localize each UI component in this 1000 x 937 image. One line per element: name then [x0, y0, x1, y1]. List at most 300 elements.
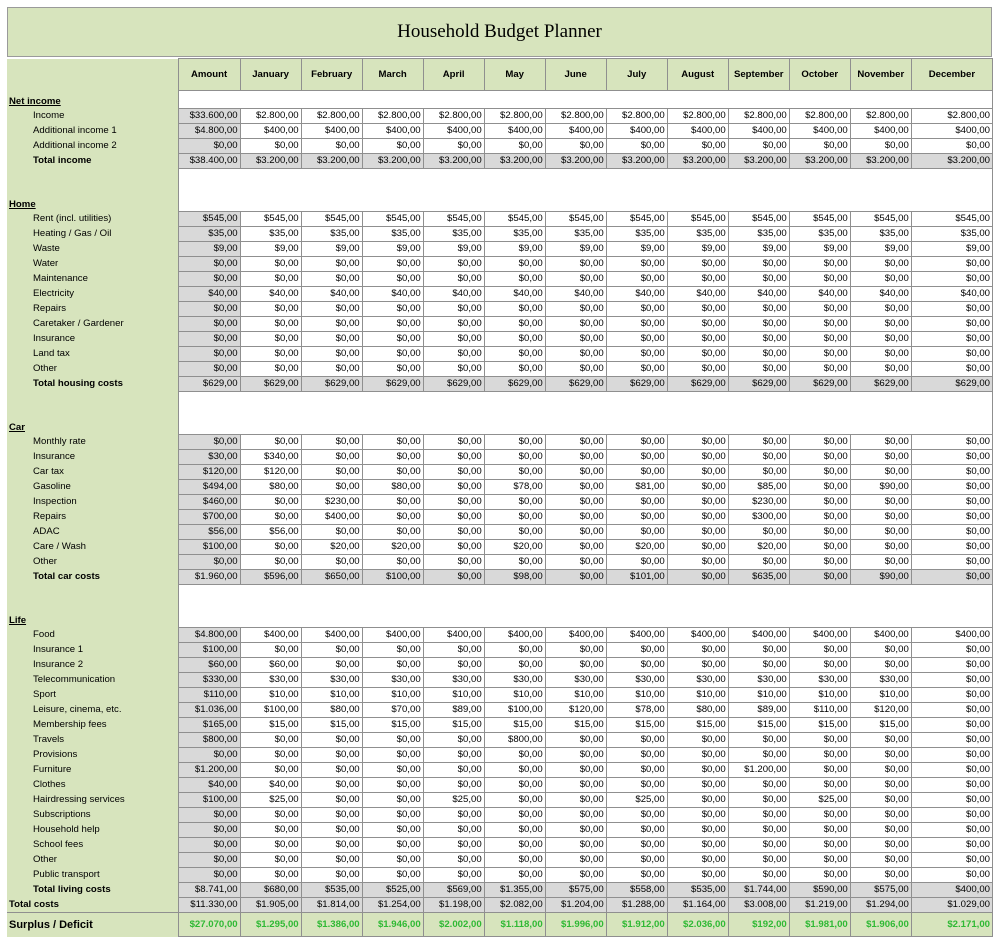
column-header-april[interactable]: April — [423, 59, 484, 91]
month-value-cell[interactable]: $9,00 — [240, 242, 301, 257]
month-value-cell[interactable]: $0,00 — [423, 347, 484, 362]
month-value-cell[interactable]: $30,00 — [545, 673, 606, 688]
month-value-cell[interactable]: $0,00 — [667, 808, 728, 823]
row-label[interactable]: Leisure, cinema, etc. — [7, 703, 178, 718]
row-label[interactable]: Furniture — [7, 763, 178, 778]
month-value-cell[interactable]: $0,00 — [789, 510, 850, 525]
month-value-cell[interactable]: $78,00 — [484, 480, 545, 495]
month-value-cell[interactable]: $0,00 — [911, 748, 992, 763]
month-value-cell[interactable]: $0,00 — [240, 808, 301, 823]
month-value-cell[interactable]: $0,00 — [484, 272, 545, 287]
row-label[interactable]: Gasoline — [7, 480, 178, 495]
row-label[interactable]: Rent (incl. utilities) — [7, 212, 178, 227]
month-value-cell[interactable]: $0,00 — [301, 838, 362, 853]
month-value-cell[interactable]: $0,00 — [606, 808, 667, 823]
month-value-cell[interactable]: $0,00 — [484, 362, 545, 377]
row-label[interactable]: Waste — [7, 242, 178, 257]
row-label[interactable]: Insurance — [7, 450, 178, 465]
month-value-cell[interactable]: $0,00 — [850, 793, 911, 808]
month-value-cell[interactable]: $0,00 — [667, 853, 728, 868]
amount-cell[interactable]: $60,00 — [178, 658, 240, 673]
amount-cell[interactable]: $0,00 — [178, 139, 240, 154]
column-header-november[interactable]: November — [850, 59, 911, 91]
amount-cell[interactable]: $100,00 — [178, 643, 240, 658]
month-value-cell[interactable]: $400,00 — [301, 628, 362, 643]
month-value-cell[interactable]: $0,00 — [728, 272, 789, 287]
amount-cell[interactable]: $0,00 — [178, 853, 240, 868]
month-value-cell[interactable]: $0,00 — [667, 555, 728, 570]
month-value-cell[interactable]: $3.200,00 — [240, 154, 301, 169]
month-value-cell[interactable]: $0,00 — [301, 868, 362, 883]
month-value-cell[interactable]: $0,00 — [789, 525, 850, 540]
month-value-cell[interactable]: $2.800,00 — [240, 109, 301, 124]
month-value-cell[interactable]: $0,00 — [911, 570, 992, 585]
month-value-cell[interactable]: $0,00 — [789, 257, 850, 272]
column-header-july[interactable]: July — [606, 59, 667, 91]
month-value-cell[interactable]: $30,00 — [606, 673, 667, 688]
surplus-value-cell[interactable]: $1.912,00 — [606, 913, 667, 937]
month-value-cell[interactable]: $0,00 — [240, 362, 301, 377]
month-value-cell[interactable]: $0,00 — [545, 480, 606, 495]
month-value-cell[interactable]: $0,00 — [911, 718, 992, 733]
month-value-cell[interactable]: $9,00 — [484, 242, 545, 257]
row-label[interactable]: Surplus / Deficit — [7, 913, 178, 937]
month-value-cell[interactable]: $3.200,00 — [667, 154, 728, 169]
section-blank-cell[interactable] — [178, 610, 992, 628]
month-value-cell[interactable]: $3.200,00 — [911, 154, 992, 169]
month-value-cell[interactable]: $0,00 — [423, 317, 484, 332]
month-value-cell[interactable]: $0,00 — [606, 853, 667, 868]
month-value-cell[interactable]: $0,00 — [606, 465, 667, 480]
month-value-cell[interactable]: $2.800,00 — [911, 109, 992, 124]
month-value-cell[interactable]: $0,00 — [545, 643, 606, 658]
row-label[interactable]: Repairs — [7, 302, 178, 317]
month-value-cell[interactable]: $0,00 — [789, 139, 850, 154]
month-value-cell[interactable]: $0,00 — [484, 763, 545, 778]
month-value-cell[interactable]: $0,00 — [301, 733, 362, 748]
month-value-cell[interactable]: $545,00 — [789, 212, 850, 227]
month-value-cell[interactable]: $545,00 — [484, 212, 545, 227]
month-value-cell[interactable]: $1.198,00 — [423, 898, 484, 913]
month-value-cell[interactable]: $0,00 — [606, 257, 667, 272]
month-value-cell[interactable]: $0,00 — [362, 139, 423, 154]
month-value-cell[interactable]: $0,00 — [667, 525, 728, 540]
month-value-cell[interactable]: $400,00 — [911, 124, 992, 139]
month-value-cell[interactable]: $0,00 — [728, 748, 789, 763]
month-value-cell[interactable]: $0,00 — [484, 555, 545, 570]
month-value-cell[interactable]: $0,00 — [362, 332, 423, 347]
month-value-cell[interactable]: $0,00 — [423, 778, 484, 793]
section-label[interactable]: Life — [7, 610, 178, 628]
month-value-cell[interactable]: $0,00 — [545, 808, 606, 823]
spacer-label-cell[interactable] — [7, 169, 178, 194]
month-value-cell[interactable]: $0,00 — [728, 658, 789, 673]
row-label[interactable]: Provisions — [7, 748, 178, 763]
row-label[interactable]: Inspection — [7, 495, 178, 510]
month-value-cell[interactable]: $0,00 — [240, 495, 301, 510]
month-value-cell[interactable]: $120,00 — [545, 703, 606, 718]
month-value-cell[interactable]: $629,00 — [667, 377, 728, 392]
month-value-cell[interactable]: $0,00 — [362, 733, 423, 748]
month-value-cell[interactable]: $0,00 — [240, 763, 301, 778]
amount-cell[interactable]: $0,00 — [178, 435, 240, 450]
month-value-cell[interactable]: $0,00 — [301, 347, 362, 362]
month-value-cell[interactable]: $0,00 — [667, 480, 728, 495]
month-value-cell[interactable]: $40,00 — [423, 287, 484, 302]
month-value-cell[interactable]: $0,00 — [911, 302, 992, 317]
month-value-cell[interactable]: $0,00 — [362, 823, 423, 838]
section-blank-cell[interactable] — [178, 417, 992, 435]
month-value-cell[interactable]: $0,00 — [484, 793, 545, 808]
month-value-cell[interactable]: $0,00 — [789, 643, 850, 658]
month-value-cell[interactable]: $0,00 — [423, 465, 484, 480]
month-value-cell[interactable]: $15,00 — [240, 718, 301, 733]
month-value-cell[interactable]: $9,00 — [606, 242, 667, 257]
column-header-february[interactable]: February — [301, 59, 362, 91]
month-value-cell[interactable]: $0,00 — [911, 808, 992, 823]
month-value-cell[interactable]: $80,00 — [362, 480, 423, 495]
month-value-cell[interactable]: $0,00 — [362, 555, 423, 570]
month-value-cell[interactable]: $89,00 — [728, 703, 789, 718]
month-value-cell[interactable]: $0,00 — [240, 838, 301, 853]
month-value-cell[interactable]: $0,00 — [911, 510, 992, 525]
month-value-cell[interactable]: $0,00 — [911, 332, 992, 347]
month-value-cell[interactable]: $0,00 — [545, 525, 606, 540]
month-value-cell[interactable]: $0,00 — [850, 510, 911, 525]
month-value-cell[interactable]: $20,00 — [362, 540, 423, 555]
month-value-cell[interactable]: $680,00 — [240, 883, 301, 898]
month-value-cell[interactable]: $0,00 — [850, 139, 911, 154]
month-value-cell[interactable]: $545,00 — [606, 212, 667, 227]
month-value-cell[interactable]: $0,00 — [362, 435, 423, 450]
month-value-cell[interactable]: $0,00 — [423, 838, 484, 853]
month-value-cell[interactable]: $0,00 — [362, 525, 423, 540]
month-value-cell[interactable]: $629,00 — [240, 377, 301, 392]
surplus-value-cell[interactable]: $1.295,00 — [240, 913, 301, 937]
month-value-cell[interactable]: $629,00 — [301, 377, 362, 392]
month-value-cell[interactable]: $0,00 — [484, 748, 545, 763]
surplus-value-cell[interactable]: $2.002,00 — [423, 913, 484, 937]
month-value-cell[interactable]: $0,00 — [850, 347, 911, 362]
month-value-cell[interactable]: $0,00 — [911, 347, 992, 362]
month-value-cell[interactable]: $1.905,00 — [240, 898, 301, 913]
month-value-cell[interactable]: $0,00 — [667, 302, 728, 317]
month-value-cell[interactable]: $400,00 — [606, 628, 667, 643]
month-value-cell[interactable]: $0,00 — [789, 465, 850, 480]
month-value-cell[interactable]: $3.200,00 — [606, 154, 667, 169]
month-value-cell[interactable]: $0,00 — [667, 272, 728, 287]
month-value-cell[interactable]: $0,00 — [606, 748, 667, 763]
month-value-cell[interactable]: $15,00 — [423, 718, 484, 733]
month-value-cell[interactable]: $230,00 — [728, 495, 789, 510]
month-value-cell[interactable]: $56,00 — [240, 525, 301, 540]
month-value-cell[interactable]: $0,00 — [728, 465, 789, 480]
month-value-cell[interactable]: $0,00 — [484, 778, 545, 793]
month-value-cell[interactable]: $0,00 — [728, 525, 789, 540]
amount-cell[interactable]: $0,00 — [178, 257, 240, 272]
row-label[interactable]: Travels — [7, 733, 178, 748]
month-value-cell[interactable]: $0,00 — [240, 868, 301, 883]
month-value-cell[interactable]: $0,00 — [545, 302, 606, 317]
month-value-cell[interactable]: $0,00 — [301, 435, 362, 450]
month-value-cell[interactable]: $0,00 — [911, 823, 992, 838]
section-label[interactable]: Net income — [7, 91, 178, 109]
month-value-cell[interactable]: $10,00 — [362, 688, 423, 703]
month-value-cell[interactable]: $9,00 — [362, 242, 423, 257]
month-value-cell[interactable]: $0,00 — [423, 868, 484, 883]
month-value-cell[interactable]: $0,00 — [301, 257, 362, 272]
month-value-cell[interactable]: $0,00 — [362, 868, 423, 883]
month-value-cell[interactable]: $25,00 — [606, 793, 667, 808]
month-value-cell[interactable]: $629,00 — [362, 377, 423, 392]
month-value-cell[interactable]: $0,00 — [850, 435, 911, 450]
month-value-cell[interactable]: $10,00 — [240, 688, 301, 703]
month-value-cell[interactable]: $0,00 — [484, 838, 545, 853]
month-value-cell[interactable]: $10,00 — [545, 688, 606, 703]
month-value-cell[interactable]: $0,00 — [240, 643, 301, 658]
month-value-cell[interactable]: $35,00 — [484, 227, 545, 242]
row-label[interactable]: ADAC — [7, 525, 178, 540]
month-value-cell[interactable]: $0,00 — [484, 302, 545, 317]
month-value-cell[interactable]: $0,00 — [545, 540, 606, 555]
month-value-cell[interactable]: $0,00 — [606, 823, 667, 838]
row-label[interactable]: Other — [7, 362, 178, 377]
amount-cell[interactable]: $110,00 — [178, 688, 240, 703]
month-value-cell[interactable]: $0,00 — [850, 748, 911, 763]
month-value-cell[interactable]: $110,00 — [789, 703, 850, 718]
month-value-cell[interactable]: $545,00 — [362, 212, 423, 227]
month-value-cell[interactable]: $0,00 — [423, 495, 484, 510]
surplus-value-cell[interactable]: $192,00 — [728, 913, 789, 937]
month-value-cell[interactable]: $3.200,00 — [545, 154, 606, 169]
month-value-cell[interactable]: $9,00 — [423, 242, 484, 257]
month-value-cell[interactable]: $0,00 — [484, 495, 545, 510]
month-value-cell[interactable]: $2.800,00 — [362, 109, 423, 124]
month-value-cell[interactable]: $0,00 — [545, 748, 606, 763]
month-value-cell[interactable]: $400,00 — [850, 628, 911, 643]
month-value-cell[interactable]: $0,00 — [484, 139, 545, 154]
month-value-cell[interactable]: $0,00 — [362, 748, 423, 763]
month-value-cell[interactable]: $0,00 — [423, 540, 484, 555]
month-value-cell[interactable]: $10,00 — [606, 688, 667, 703]
month-value-cell[interactable]: $0,00 — [606, 139, 667, 154]
month-value-cell[interactable]: $535,00 — [301, 883, 362, 898]
month-value-cell[interactable]: $10,00 — [484, 688, 545, 703]
month-value-cell[interactable]: $0,00 — [240, 317, 301, 332]
month-value-cell[interactable]: $0,00 — [301, 272, 362, 287]
section-blank-cell[interactable] — [178, 91, 992, 109]
month-value-cell[interactable]: $0,00 — [423, 510, 484, 525]
month-value-cell[interactable]: $1.814,00 — [301, 898, 362, 913]
month-value-cell[interactable]: $0,00 — [545, 570, 606, 585]
month-value-cell[interactable]: $0,00 — [240, 435, 301, 450]
month-value-cell[interactable]: $0,00 — [667, 793, 728, 808]
month-value-cell[interactable]: $0,00 — [850, 763, 911, 778]
month-value-cell[interactable]: $0,00 — [362, 317, 423, 332]
month-value-cell[interactable]: $0,00 — [545, 555, 606, 570]
month-value-cell[interactable]: $558,00 — [606, 883, 667, 898]
month-value-cell[interactable]: $0,00 — [911, 868, 992, 883]
amount-cell[interactable]: $4.800,00 — [178, 124, 240, 139]
month-value-cell[interactable]: $35,00 — [911, 227, 992, 242]
month-value-cell[interactable]: $400,00 — [362, 124, 423, 139]
amount-cell[interactable]: $1.036,00 — [178, 703, 240, 718]
month-value-cell[interactable]: $0,00 — [850, 332, 911, 347]
month-value-cell[interactable]: $0,00 — [545, 347, 606, 362]
month-value-cell[interactable]: $0,00 — [789, 748, 850, 763]
month-value-cell[interactable]: $0,00 — [362, 495, 423, 510]
month-value-cell[interactable]: $400,00 — [850, 124, 911, 139]
month-value-cell[interactable]: $0,00 — [240, 510, 301, 525]
amount-cell[interactable]: $629,00 — [178, 377, 240, 392]
amount-cell[interactable]: $120,00 — [178, 465, 240, 480]
month-value-cell[interactable]: $15,00 — [667, 718, 728, 733]
month-value-cell[interactable]: $400,00 — [789, 628, 850, 643]
month-value-cell[interactable]: $40,00 — [850, 287, 911, 302]
surplus-value-cell[interactable]: $2.171,00 — [911, 913, 992, 937]
month-value-cell[interactable]: $0,00 — [667, 347, 728, 362]
month-value-cell[interactable]: $1.355,00 — [484, 883, 545, 898]
month-value-cell[interactable]: $0,00 — [667, 570, 728, 585]
month-value-cell[interactable]: $0,00 — [789, 540, 850, 555]
row-label[interactable]: Clothes — [7, 778, 178, 793]
month-value-cell[interactable]: $629,00 — [789, 377, 850, 392]
amount-cell[interactable]: $460,00 — [178, 495, 240, 510]
month-value-cell[interactable]: $0,00 — [667, 868, 728, 883]
month-value-cell[interactable]: $0,00 — [301, 808, 362, 823]
amount-cell[interactable]: $0,00 — [178, 302, 240, 317]
month-value-cell[interactable]: $0,00 — [545, 435, 606, 450]
month-value-cell[interactable]: $15,00 — [484, 718, 545, 733]
spacer-label-cell[interactable] — [7, 585, 178, 610]
month-value-cell[interactable]: $40,00 — [240, 287, 301, 302]
month-value-cell[interactable]: $0,00 — [911, 763, 992, 778]
month-value-cell[interactable]: $2.800,00 — [850, 109, 911, 124]
month-value-cell[interactable]: $0,00 — [789, 570, 850, 585]
month-value-cell[interactable]: $400,00 — [240, 124, 301, 139]
month-value-cell[interactable]: $0,00 — [362, 465, 423, 480]
month-value-cell[interactable]: $35,00 — [240, 227, 301, 242]
month-value-cell[interactable]: $0,00 — [301, 643, 362, 658]
month-value-cell[interactable]: $1.219,00 — [789, 898, 850, 913]
month-value-cell[interactable]: $0,00 — [850, 540, 911, 555]
month-value-cell[interactable]: $0,00 — [606, 302, 667, 317]
month-value-cell[interactable]: $0,00 — [606, 778, 667, 793]
month-value-cell[interactable]: $800,00 — [484, 733, 545, 748]
spacer-cell[interactable] — [178, 585, 992, 610]
month-value-cell[interactable]: $0,00 — [606, 362, 667, 377]
month-value-cell[interactable]: $0,00 — [667, 510, 728, 525]
month-value-cell[interactable]: $0,00 — [789, 272, 850, 287]
month-value-cell[interactable]: $0,00 — [850, 272, 911, 287]
month-value-cell[interactable]: $2.800,00 — [301, 109, 362, 124]
month-value-cell[interactable]: $0,00 — [606, 525, 667, 540]
month-value-cell[interactable]: $0,00 — [362, 450, 423, 465]
surplus-value-cell[interactable]: $1.996,00 — [545, 913, 606, 937]
month-value-cell[interactable]: $0,00 — [545, 658, 606, 673]
month-value-cell[interactable]: $0,00 — [728, 838, 789, 853]
month-value-cell[interactable]: $0,00 — [301, 658, 362, 673]
column-header-march[interactable]: March — [362, 59, 423, 91]
month-value-cell[interactable]: $0,00 — [484, 853, 545, 868]
month-value-cell[interactable]: $3.200,00 — [850, 154, 911, 169]
month-value-cell[interactable]: $545,00 — [545, 212, 606, 227]
row-label[interactable]: Subscriptions — [7, 808, 178, 823]
amount-cell[interactable]: $0,00 — [178, 317, 240, 332]
month-value-cell[interactable]: $0,00 — [423, 853, 484, 868]
month-value-cell[interactable]: $9,00 — [911, 242, 992, 257]
row-label[interactable]: Food — [7, 628, 178, 643]
month-value-cell[interactable]: $0,00 — [850, 525, 911, 540]
month-value-cell[interactable]: $89,00 — [423, 703, 484, 718]
month-value-cell[interactable]: $629,00 — [423, 377, 484, 392]
month-value-cell[interactable]: $98,00 — [484, 570, 545, 585]
month-value-cell[interactable]: $0,00 — [240, 139, 301, 154]
month-value-cell[interactable]: $0,00 — [606, 868, 667, 883]
month-value-cell[interactable]: $100,00 — [362, 570, 423, 585]
amount-cell[interactable]: $56,00 — [178, 525, 240, 540]
month-value-cell[interactable]: $400,00 — [484, 628, 545, 643]
column-header-january[interactable]: January — [240, 59, 301, 91]
month-value-cell[interactable]: $0,00 — [423, 555, 484, 570]
month-value-cell[interactable]: $0,00 — [667, 838, 728, 853]
amount-cell[interactable]: $0,00 — [178, 347, 240, 362]
month-value-cell[interactable]: $85,00 — [728, 480, 789, 495]
month-value-cell[interactable]: $2.800,00 — [423, 109, 484, 124]
sheet-title[interactable] — [7, 7, 992, 57]
month-value-cell[interactable]: $0,00 — [423, 823, 484, 838]
month-value-cell[interactable]: $0,00 — [728, 808, 789, 823]
month-value-cell[interactable]: $545,00 — [301, 212, 362, 227]
month-value-cell[interactable]: $10,00 — [423, 688, 484, 703]
header-corner-cell[interactable] — [7, 59, 178, 91]
amount-cell[interactable]: $30,00 — [178, 450, 240, 465]
month-value-cell[interactable]: $0,00 — [301, 317, 362, 332]
month-value-cell[interactable]: $0,00 — [301, 525, 362, 540]
month-value-cell[interactable]: $590,00 — [789, 883, 850, 898]
month-value-cell[interactable]: $400,00 — [301, 124, 362, 139]
month-value-cell[interactable]: $400,00 — [911, 628, 992, 643]
month-value-cell[interactable]: $90,00 — [850, 480, 911, 495]
month-value-cell[interactable]: $0,00 — [667, 763, 728, 778]
month-value-cell[interactable]: $35,00 — [606, 227, 667, 242]
month-value-cell[interactable]: $0,00 — [606, 838, 667, 853]
month-value-cell[interactable]: $0,00 — [667, 139, 728, 154]
month-value-cell[interactable]: $400,00 — [545, 628, 606, 643]
month-value-cell[interactable]: $0,00 — [362, 362, 423, 377]
month-value-cell[interactable]: $0,00 — [484, 823, 545, 838]
month-value-cell[interactable]: $400,00 — [728, 124, 789, 139]
month-value-cell[interactable]: $0,00 — [911, 435, 992, 450]
month-value-cell[interactable]: $0,00 — [911, 778, 992, 793]
month-value-cell[interactable]: $25,00 — [423, 793, 484, 808]
month-value-cell[interactable]: $90,00 — [850, 570, 911, 585]
amount-cell[interactable]: $165,00 — [178, 718, 240, 733]
month-value-cell[interactable]: $0,00 — [301, 302, 362, 317]
spacer-label-cell[interactable] — [7, 392, 178, 417]
month-value-cell[interactable]: $40,00 — [545, 287, 606, 302]
month-value-cell[interactable]: $30,00 — [850, 673, 911, 688]
month-value-cell[interactable]: $0,00 — [850, 317, 911, 332]
month-value-cell[interactable]: $3.200,00 — [362, 154, 423, 169]
month-value-cell[interactable]: $0,00 — [911, 465, 992, 480]
month-value-cell[interactable]: $545,00 — [423, 212, 484, 227]
amount-cell[interactable]: $40,00 — [178, 778, 240, 793]
month-value-cell[interactable]: $0,00 — [545, 272, 606, 287]
month-value-cell[interactable]: $400,00 — [789, 124, 850, 139]
month-value-cell[interactable]: $0,00 — [240, 347, 301, 362]
row-label[interactable]: Other — [7, 853, 178, 868]
